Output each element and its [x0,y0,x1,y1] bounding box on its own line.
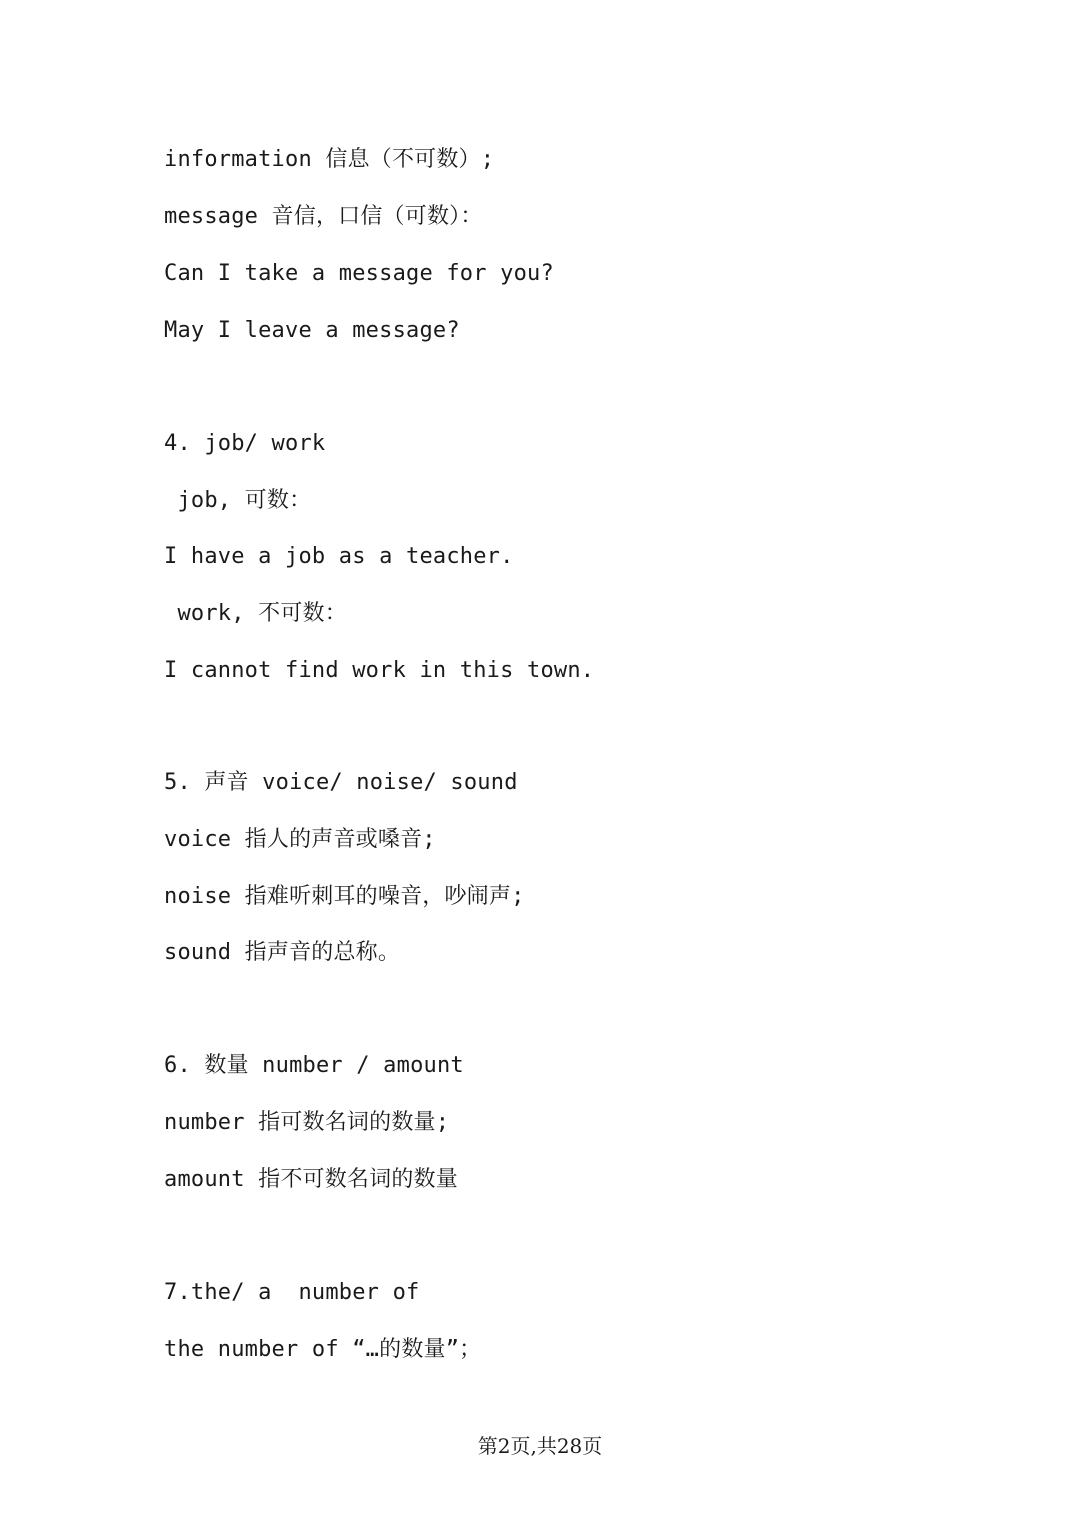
section-heading: 6. 数量 number / amount [164,1053,464,1078]
text-line: noise 指难听刺耳的噪音，吵闹声; [164,884,525,909]
text-line: the number of “…的数量”； [164,1337,482,1362]
text-line: Can I take a message for you? [164,261,554,286]
text-line: May I leave a message? [164,318,460,343]
text-line: sound 指声音的总称。 [164,940,401,965]
text-line: voice 指人的声音或嗓音; [164,827,436,852]
text-line: work, 不可数： [164,601,347,626]
text-line: message 音信，口信（可数）： [164,204,483,229]
text-line: I have a job as a teacher. [164,544,514,569]
text-line: I cannot find work in this town. [164,658,595,683]
text-line: amount 指不可数名词的数量 [164,1167,458,1192]
section-heading: 4. job/ work [164,431,326,456]
page-number-footer: 第2页,共28页 [477,1434,603,1458]
text-line: information 信息（不可数）; [164,147,495,172]
section-heading: 7.the/ a number of [164,1280,420,1305]
text-line: job, 可数： [164,488,312,513]
text-line: number 指可数名词的数量; [164,1110,450,1135]
section-heading: 5. 声音 voice/ noise/ sound [164,770,518,795]
